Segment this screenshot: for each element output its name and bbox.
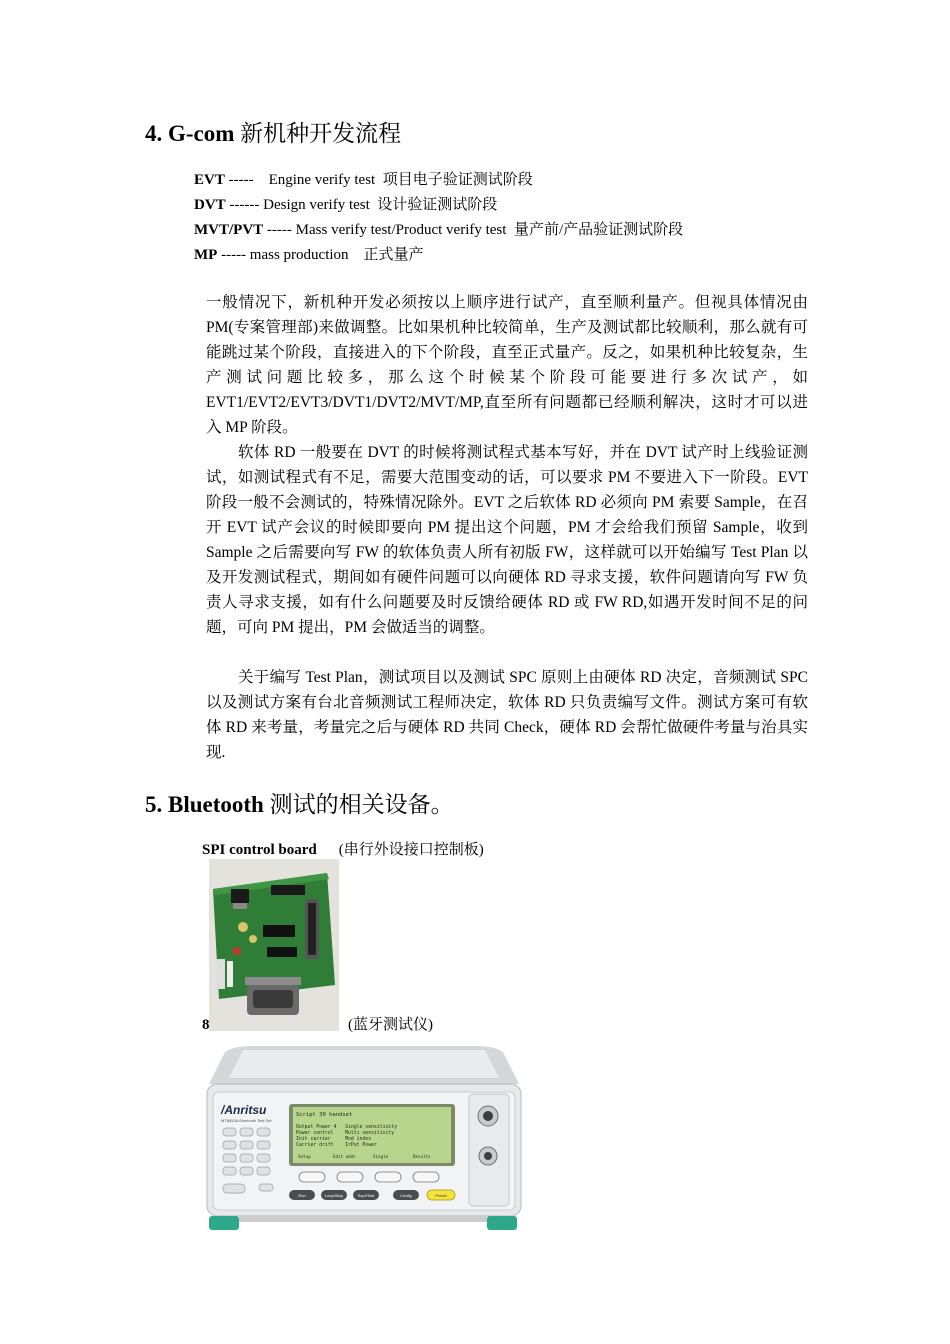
section-5-number: 5. Bluetooth [145, 792, 264, 817]
model-label: MT8852A Bluetooth Test Set [221, 1118, 272, 1123]
lcd-line-3: Init carrier Mod index [296, 1137, 372, 1142]
tester-caption: (蓝牙测试仪) [348, 1017, 433, 1033]
softkey-label-1: Setup [298, 1154, 311, 1159]
definition-mp: MP ----- mass production 正式量产 [194, 247, 424, 263]
tester-figure-number: 8 [202, 1017, 210, 1033]
phase-definitions [194, 168, 683, 268]
section-4-heading [145, 120, 401, 148]
section-4-title: 新机种开发流程 [234, 121, 402, 146]
section-5-title: 测试的相关设备。 [263, 792, 454, 817]
softkey-label-3: Single [373, 1154, 389, 1159]
definition-mvt-pvt: MVT/PVT ----- Mass verify test/Product verify test 量产前/产品验证测试阶段 [194, 222, 684, 238]
lcd-line-1: Output Power 4 Single sensitivity [296, 1125, 398, 1130]
lcd-line-4: Carrier drift IrPut Power [296, 1143, 377, 1148]
spi-control-board-image [209, 859, 339, 1031]
paragraph-process-order: 一般情况下，新机种开发必须按以上顺序进行试产，直至顺利量产。但视具体情况由 PM(专案管理部)来做调整。比如果机种比较简单，生产及测试都比较顺利，那么就有可能跳过某个阶段，直接进入的下个阶段，直至正式量产。反之，如果机种比较复杂，生产测试问题比较多，那么这个时候某个阶段可能要进行多次试产，如EVT1/EVT2/EVT3/DVT1/DVT2/MVT/MP,直至所有问题都已经顺利解决，这时才可以进入 MP 阶段。 [206, 294, 808, 436]
brand-logo: /Anritsu [221, 1103, 267, 1117]
section-5-heading [145, 791, 454, 819]
loop-stop-button-label: Loop/Stop [324, 1193, 344, 1198]
scpt-test-button-label: Scpt/Test [357, 1193, 375, 1198]
lcd-line-2: Power control Multi sensitivity [296, 1131, 395, 1136]
run-button-label: Run [298, 1193, 306, 1198]
definition-dvt: DVT ------ Design verify test 设计验证测试阶段 [194, 197, 498, 213]
paragraph-test-plan: 关于编写 Test Plan，测试项目以及测试 SPC 原则上由硬体 RD 决定，音频测试 SPC 以及测试方案有台北音频测试工程师决定，软体 RD 只负责编写文件。测试方案可有软体 RD 来考量，考量完之后与硬体 RD 共同 Check，硬体 RD 会帮忙做硬件考量与治具实现. [206, 669, 808, 761]
section-4-number: 4. G-com [145, 121, 235, 146]
softkey-label-4: Results [413, 1154, 431, 1159]
bluetooth-tester-image [203, 1044, 525, 1238]
config-button-label: Config [400, 1193, 412, 1198]
spi-board-caption: SPI control board (串行外设接口控制板) [202, 842, 484, 858]
definition-evt: EVT ----- Engine verify test 项目电子验证测试阶段 [194, 172, 533, 188]
paragraph-software-rd: 软体 RD 一般要在 DVT 的时候将测试程式基本写好，并在 DVT 试产时上线验证测试，如测试程式有不足，需要大范围变动的话，可以要求 PM 不要进入下一阶段。EVT 阶段一般不会测试的，特殊情况除外。EVT 之后软体 RD 必须向 PM 索要 Sample，在召开 EVT 试产会议的时候即要向 PM 提出这个问题，PM 才会给我们预留 Sample，收到 Sample 之后需要向写 FW 的软体负责人所有初版 FW，这样就可以开始编写 Test Plan 以及开发测试程式，期间如有硬件问题可以向硬体 RD 寻求支援，软件问题请向写 FW 负责人寻求支援，如有什么问题要及时反馈给硬体 RD 或 FW RD,如遇开发时间不足的问题，可向 PM 提出，PM 会做适当的调整。 [206, 444, 808, 636]
preset-button-label: Preset [435, 1193, 447, 1198]
softkey-label-2: Edit addr [333, 1154, 356, 1159]
lcd-title: Script 30 handset [296, 1112, 353, 1118]
